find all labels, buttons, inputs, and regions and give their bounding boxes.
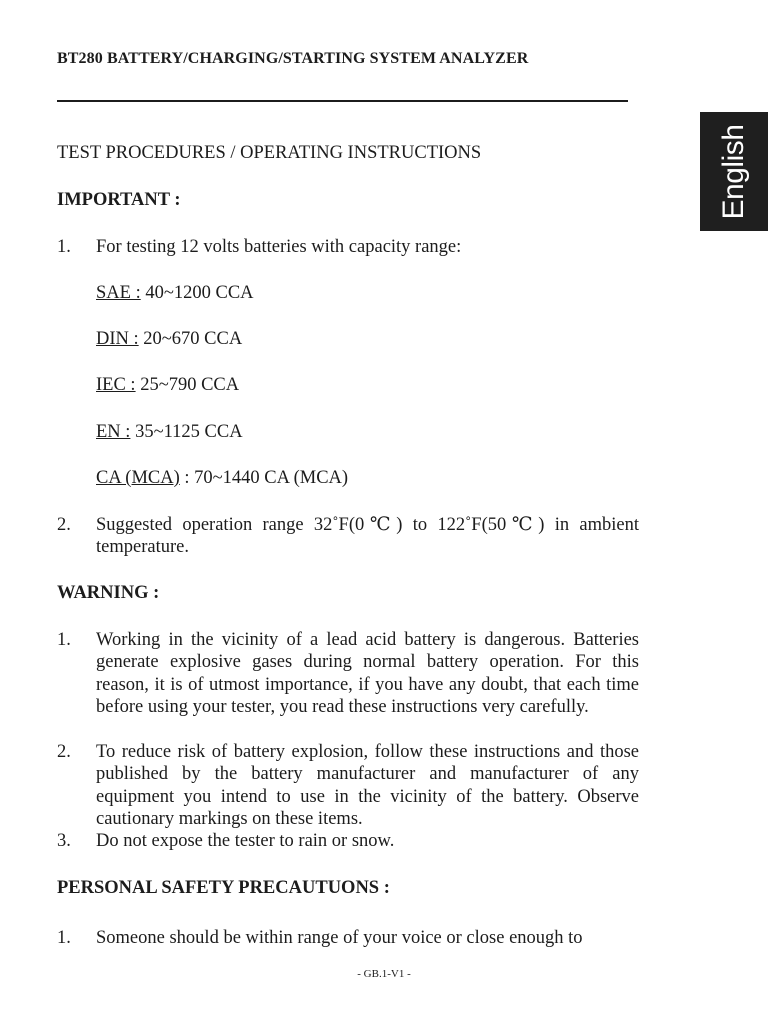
warning-item-1-number: 1.	[57, 630, 71, 650]
capacity-value: 20~670 CCA	[138, 329, 243, 349]
warning-heading: WARNING :	[57, 583, 160, 603]
safety-item-1-text: Someone should be within range of your voice or close enough to	[96, 928, 583, 948]
capacity-ca-mca	[96, 467, 348, 489]
capacity-label: IEC :	[96, 375, 136, 395]
safety-heading: PERSONAL SAFETY PRECAUTUONS :	[57, 878, 390, 898]
document-header: BT280 BATTERY/CHARGING/STARTING SYSTEM ANALYZER	[57, 50, 529, 67]
important-item-1-number: 1.	[57, 237, 71, 257]
capacity-value: : 70~1440 CA (MCA)	[179, 468, 349, 488]
capacity-din	[96, 328, 242, 350]
capacity-en	[96, 421, 243, 443]
important-item-2-text: Suggested operation range 32˚F(0℃) to 122˚F(50℃) in ambient temperature.	[96, 515, 639, 558]
important-item-2-number: 2.	[57, 515, 71, 535]
warning-item-3-number: 3.	[57, 831, 71, 851]
capacity-value: 25~790 CCA	[135, 375, 240, 395]
capacity-value: 35~1125 CCA	[130, 422, 243, 442]
warning-item-1-text: Working in the vicinity of a lead acid battery is dangerous. Batteries generate explosive gases during normal battery operation. For this reason, it is of utmost importance, if you have any doubt, that each time before using your tester, you read these instructions very carefully.	[96, 630, 639, 718]
language-tab	[700, 112, 768, 231]
important-item-1-text: For testing 12 volts batteries with capacity range:	[96, 237, 462, 257]
warning-item-2-text: To reduce risk of battery explosion, follow these instructions and those published by the battery manufacturer and manufacturer of any equipment you intend to use in the vicinity of the battery. Observe cautionary markings on these items.	[96, 742, 639, 830]
capacity-sae	[96, 282, 254, 304]
capacity-label: SAE :	[96, 283, 141, 303]
language-tab-label: English	[717, 124, 750, 219]
capacity-label: CA (MCA)	[96, 468, 180, 488]
capacity-iec	[96, 374, 239, 396]
safety-item-1-number: 1.	[57, 928, 71, 948]
page-footer: - GB.1-V1 -	[357, 968, 411, 980]
section-title: TEST PROCEDURES / OPERATING INSTRUCTIONS	[57, 143, 482, 163]
warning-item-3-text: Do not expose the tester to rain or snow.	[96, 831, 395, 851]
capacity-value: 40~1200 CCA	[140, 283, 254, 303]
header-divider	[57, 100, 628, 102]
important-heading: IMPORTANT :	[57, 190, 181, 210]
warning-item-2-number: 2.	[57, 742, 71, 762]
capacity-label: DIN :	[96, 329, 139, 349]
capacity-label: EN :	[96, 422, 131, 442]
